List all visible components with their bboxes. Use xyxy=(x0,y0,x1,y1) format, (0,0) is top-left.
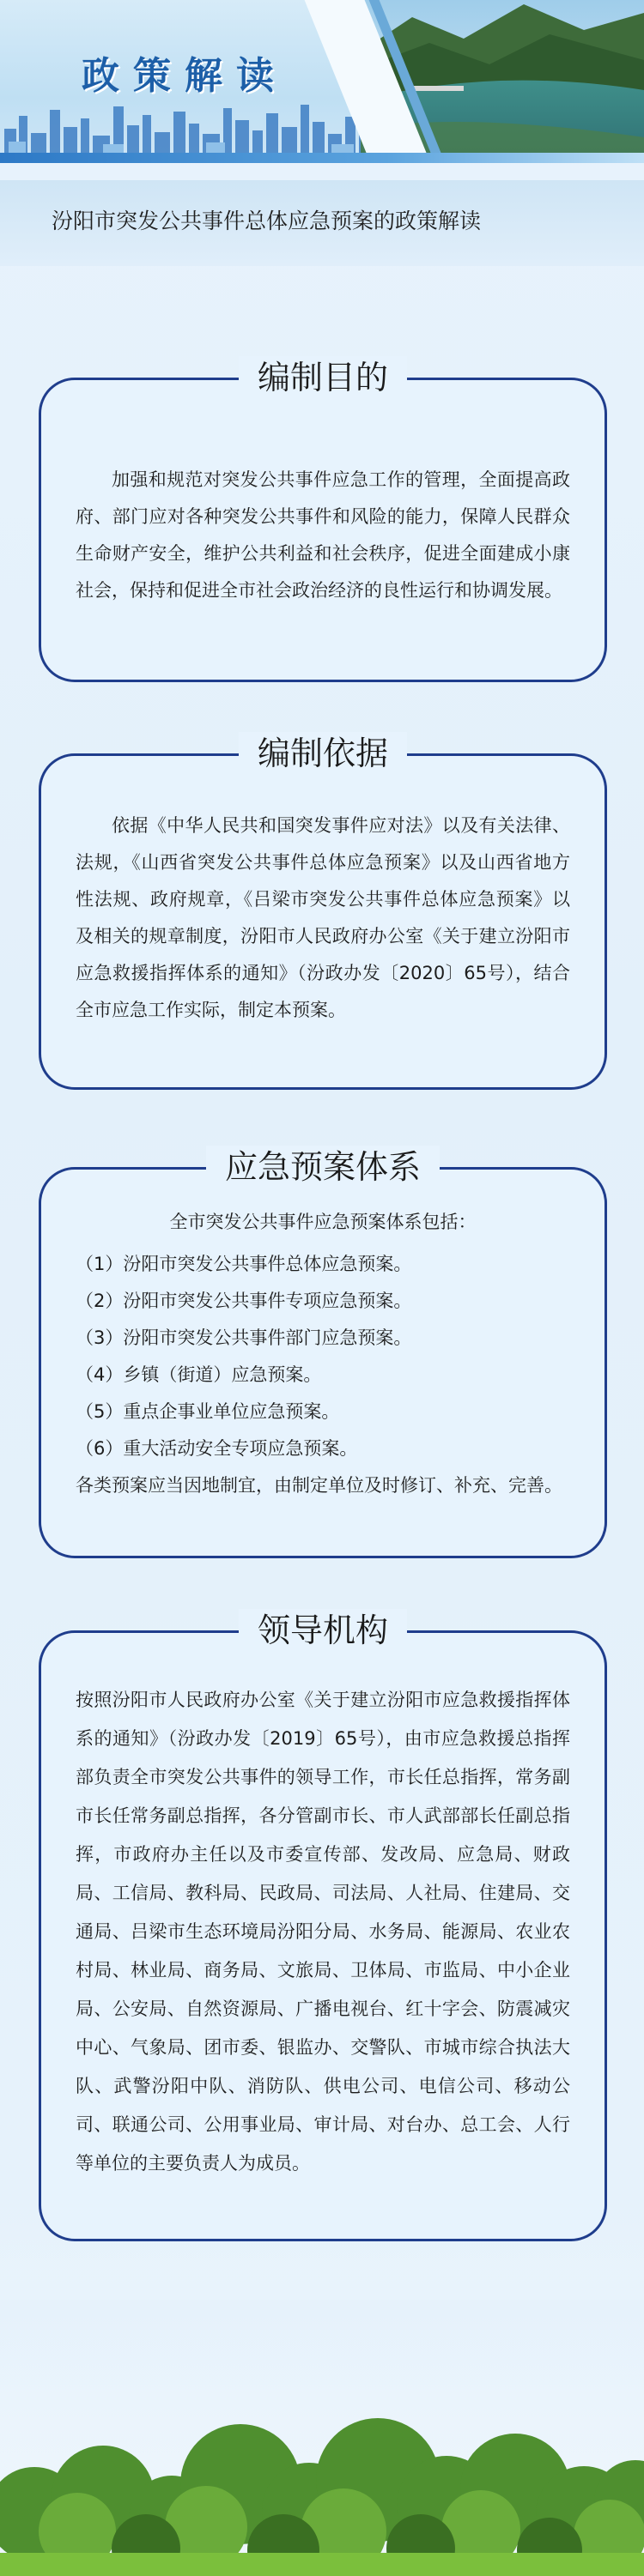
section-card-basis xyxy=(39,735,607,1090)
list-item: （4）乡镇（街道）应急预案。 xyxy=(76,1364,322,1385)
header-banner xyxy=(0,0,644,163)
section-card-leadership xyxy=(39,1612,607,2241)
list-item: （2）汾阳市突发公共事件专项应急预案。 xyxy=(76,1291,412,1311)
section-title: 编制目的 xyxy=(239,356,407,399)
trees-footer-graphic xyxy=(0,2300,644,2576)
section-paragraph: 依据《中华人民共和国突发事件应对法》以及有关法律、法规，《山西省突发公共事件总体应急预案》以及山西省地方性法规、政府规章，《吕梁市突发公共事件总体应急预案》以及相关的规章制度，汾阳市人民政府办公室《关于建立汾阳市应急救援指挥体系的通知》（汾政办发〔2020〕65号），结合全市应急工作实际，制定本预案。 xyxy=(76,815,570,1020)
page-subtitle: 汾阳市突发公共事件总体应急预案的政策解读 xyxy=(52,209,482,233)
list-item: （3）汾阳市突发公共事件部门应急预案。 xyxy=(76,1327,412,1348)
list-item: （6）重大活动安全专项应急预案。 xyxy=(76,1438,358,1459)
section-title: 应急预案体系 xyxy=(206,1146,440,1188)
section-title: 领导机构 xyxy=(239,1609,407,1652)
section-intro: 全市突发公共事件应急预案体系包括： xyxy=(169,1212,477,1232)
list-item: （5）重点企事业单位应急预案。 xyxy=(76,1401,340,1422)
section-paragraph: 按照汾阳市人民政府办公室《关于建立汾阳市应急救援指挥体系的通知》（汾政办发〔2019〕65号），由市应急救援总指挥部负责全市突发公共事件的领导工作，市长任总指挥，常务副市长任常务副总指挥，各分管副市长、市人武部部长任副总指挥，市政府办主任以及市委宣传部、发改局、应急局、财政局、工信局、教科局、民政局、司法局、人社局、住建局、交通局、吕梁市生态环境局汾阳分局、水务局、能源局、农业农村局、林业局、商务局、文旅局、卫体局、市监局、中小企业局、公安局、自然资源局、广播电视台、红十字会、防震减灾中心、气象局、团市委、银监办、交警队、市城市综合执法大队、武警汾阳中队、消防队、供电公司、电信公司、移动公司、联通公司、公用事业局、审计局、对台办、总工会、人行等单位的主要负责人为成员。 xyxy=(76,1690,570,2174)
section-title: 编制依据 xyxy=(239,732,407,775)
section-paragraph: 加强和规范对突发公共事件应急工作的管理，全面提高政府、部门应对各种突发公共事件和风险的能力，保障人民群众生命财产安全，维护公共利益和社会秩序，促进全面建成小康社会，保持和促进全市社会政治经济的良性运行和协调发展。 xyxy=(76,469,570,601)
list-item: （1）汾阳市突发公共事件总体应急预案。 xyxy=(76,1254,412,1274)
section-card-purpose xyxy=(39,359,607,682)
section-body xyxy=(76,1204,570,1504)
section-closing: 各类预案应当因地制宜，由制定单位及时修订、补充、完善。 xyxy=(76,1475,562,1496)
banner-title: 政策解读 xyxy=(82,54,288,98)
section-body xyxy=(76,1681,570,2183)
section-card-plan-system xyxy=(39,1148,607,1558)
section-body xyxy=(76,462,570,609)
section-body xyxy=(76,807,570,1029)
